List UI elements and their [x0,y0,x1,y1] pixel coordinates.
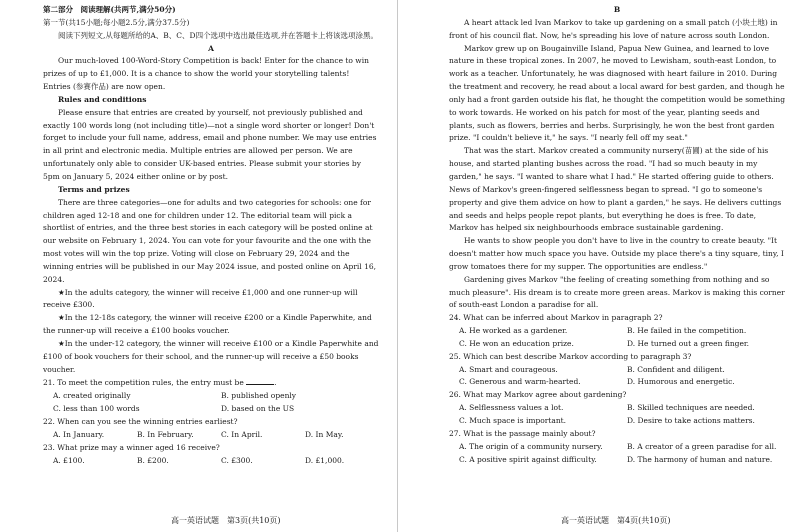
question-25-options [449,364,785,390]
question-24-options [449,325,785,351]
question-22-options [43,429,379,442]
option: A. He worked as a gardener. [459,326,568,336]
question-24: 24. What can be inferred about Markov in paragraph 2? [449,313,663,323]
option: C. less than 100 words [53,404,140,414]
question-23: 23. What prize may a winner aged 16 receive? [43,442,220,452]
passage-b-paragraph-3: That was the start. Markov created a community nursery(苗圃) at the side of his house, and started planting bushes across the road. "I had so much beauty in my garden," he says. "I wanted to share what I had." He started offering guide to others. News of Markov's green-fingered selflessness began to spread. "I go to someone's property and give them advice on how to plant a garden," he says. He delivers cuttings and seeds and helps people repot plants, but everything he does is free. To date, Markov has helped six neighbourhoods embrace sustainable gardening. [449,146,782,233]
option: B. A creator of a green paradise for all. [627,441,777,451]
rules-text: Please ensure that entries are created by yourself, not previously published and exactly 100 words long (not including title)—not a single word shorter or longer! Don't forget to include your full name, address, email and phone number. We may use entries in all print and electronic media. Multiple entries are allowed per person. We are unfortunately only able to consider UK-based entries. Please submit your stories by 5pm on January 5, 2024 either online or by post. [43,107,377,181]
question-27-options [449,441,785,467]
prize-adults: ★In the adults category, the winner will receive £1,000 and one runner-up will receive £300. [43,287,358,310]
subsection-title: 第一节(共15小题;每小题2.5分,满分37.5分) [43,17,190,27]
question-22: 22. When can you see the winning entries earliest? [43,417,238,426]
instructions: 阅读下列短文,从每题所给的A、B、C、D四个选项中选出最佳选项,并在答题卡上将该选项涂黑。 [58,30,378,40]
passage-a-intro: Our much-loved 100-Word-Story Competition is back! Enter for the chance to win prizes of up to £1,000. It is a chance to show the world your storytelling talents! Entries (参赛作品) are now open. [43,56,369,92]
terms-heading: Terms and prizes [58,184,130,194]
option: A. created originally [53,391,131,401]
option: C. Much space is important. [459,416,567,425]
option: D. Desire to take actions matters. [627,416,755,425]
passage-b-letter: B [613,5,621,14]
option: C. In April. [221,429,263,439]
passage-b-paragraph-2: Markov grew up on Bougainville Island, Papua New Guinea, and learned to love nature in these tropical zones. In 2007, he moved to Lewisham, south-east London, to work as a teacher. Unfortunately, he was diagnosed with heart failure in 2010. During the treatment and recovery, he read about a local award for best garden, and though he only had a front garden outside his flat, he thought the competition would be something to work towards. He worked on his patch for most of the year, planting seeds and plants, such as flowers, berries and herbs. Surprisingly, he won the best front garden prize. "I couldn't believe it," he says. "I nearly fell off my seat." [449,43,785,143]
section-title: 第二部分 阅读理解(共两节,满分50分) [43,5,176,14]
page-4-column [449,4,785,466]
option: A. Selflessness values a lot. [459,403,564,413]
option: A. In January. [53,429,105,439]
option: C. £300. [221,455,253,465]
option: B. He failed in the competition. [627,326,747,336]
passage-b-paragraph-1: A heart attack led Ivan Markov to take up gardening on a small patch (小块土地) in front of his council flat. Now, he's spreading his love of nature across south London. [449,17,778,40]
passage-b-paragraph-5: Gardening gives Markov "the feeling of creating something from nothing and so much pleasure". His dream is to create more green areas. Markov is making this corner of south-east London a paradise for all. [449,274,785,310]
prize-12-18: ★In the 12-18s category, the winner will receive £200 or a Kindle Paperwhite, and the runner-up will receive a £100 books voucher. [43,313,372,336]
option: A. Smart and courageous. [459,364,558,374]
passage-a-letter: A [208,43,214,53]
prize-under-12: ★In the under-12 category, the winner will receive £100 or a Kindle Paperwhite and £100 of book vouchers for their school, and the runner-up will receive a £50 books voucher. [43,338,379,374]
option: B. published openly [221,391,297,401]
question-26-options [449,402,785,428]
option: A. The origin of a community nursery. [459,441,603,451]
option: C. A positive spirit against difficulty. [459,454,597,464]
option: A. £100. [53,455,85,465]
question-25: 25. Which can best describe Markov according to paragraph 3? [449,351,692,361]
question-27: 27. What is the passage mainly about? [449,428,596,438]
option: B. Skilled techniques are needed. [627,403,755,413]
terms-text: There are three categories—one for adults and two categories for schools: one for children aged 12-18 and one for children under 12. The editorial team will pick a shortlist of entries, and the three best stories in each category will be posted online at our website on February 1, 2024. You can vote for your favourite and the one with the most votes will win the top prize. Voting will close on February 29, 2024 and the winning entries will be published in our May 2024 issue, and posted online on April 16, 2024. [43,197,377,284]
option: D. £1,000. [305,455,345,465]
option: D. based on the US [221,404,295,414]
option: D. He turned out a green finger. [627,338,750,348]
rules-heading: Rules and conditions [58,94,147,104]
option: C. He won an education prize. [459,338,574,348]
option: B. In February. [137,429,194,439]
passage-b-paragraph-4: He wants to show people you don't have to live in the country to create beauty. "It doesn't matter how much space you have. Outside my place there's a tiny square, tiny, I grow tomatoes there for my supper. The opportunities are endless." [449,236,784,271]
question-23-options [43,455,379,468]
page-divider [397,0,398,532]
question-26: 26. What may Markov agree about gardening? [449,390,627,400]
page-footer-3: 高一英语试题 第3页(共10页) [171,516,281,525]
option: C. Generous and warm-hearted. [459,377,581,387]
page-3-column [43,4,379,467]
page-footer-4: 高一英语试题 第4页(共10页) [561,516,671,525]
question-21-options [43,390,379,416]
answer-blank [246,376,274,385]
option: B. Confident and diligent. [627,364,725,374]
option: D. The harmony of human and nature. [627,454,773,464]
option: B. £200. [137,455,169,465]
option: D. Humorous and energetic. [627,377,735,387]
question-21: 21. To meet the competition rules, the entry must be . [43,378,277,388]
option: D. In May. [305,429,344,439]
